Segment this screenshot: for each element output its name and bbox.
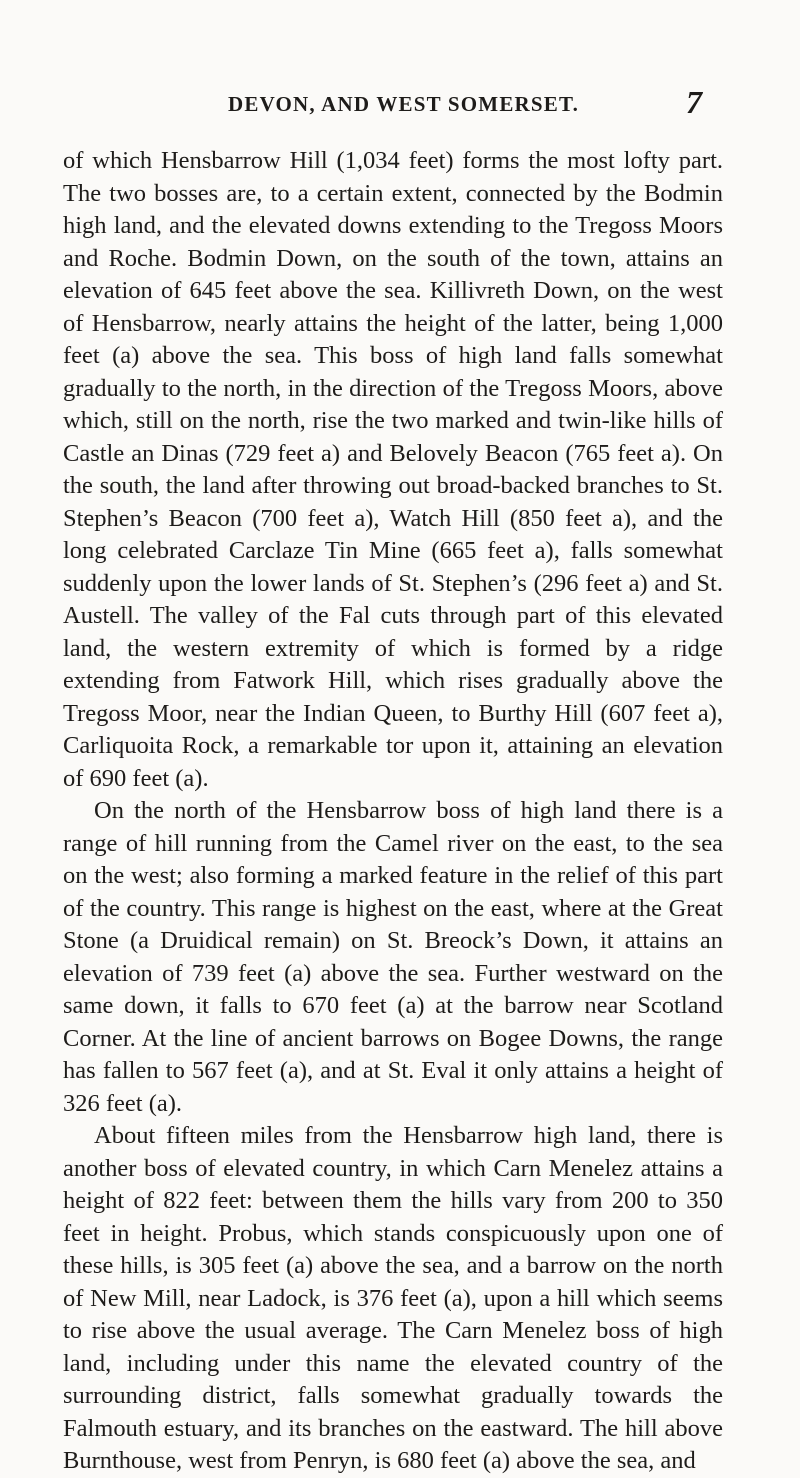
paragraph: On the north of the Hensbarrow boss of high land there is a range of hill running from the Camel river on the east, to the sea on the west; also forming a marked feature in the relief of this part of the country. This range is highest on the east, where at the Great Stone (a Druidical remain) on St. Breock’s Down, it attains an elevation of 739 feet (a) above the sea. Further westward on the same down, it falls to 670 feet (a) at the barrow near Scotland Corner. At the line of ancient barrows on Bogee Downs, the range has fallen to 567 feet (a), and at St. Eval it only attains a height of 326 feet (a).: [63, 797, 723, 1117]
page-header: [0, 84, 800, 128]
page-number: 7: [686, 84, 702, 120]
running-head: DEVON, AND WEST SOMERSET.: [228, 92, 580, 116]
body-text: [63, 145, 723, 1478]
paragraph: of which Hensbarrow Hill (1,034 feet) forms the most lofty part. The two bosses are, to a certain extent, connected by the Bodmin high land, and the elevated downs extending to the Tregoss Moors and Roche. Bodmin Down, on the south of the town, attains an elevation of 645 feet above the sea. Killivreth Down, on the west of Hensbarrow, nearly attains the height of the latter, being 1,000 feet (a) above the sea. This boss of high land falls somewhat gradually to the north, in the direction of the Tregoss Moors, above which, still on the north, rise the two marked and twin-like hills of Castle an Dinas (729 feet a) and Belovely Beacon (765 feet a). On the south, the land after throwing out broad-backed branches to St. Stephen’s Beacon (700 feet a), Watch Hill (850 feet a), and the long celebrated Carclaze Tin Mine (665 feet a), falls somewhat suddenly upon the lower lands of St. Stephen’s (296 feet a) and St. Austell. The valley of the Fal cuts through part of this elevated land, the western extremity of which is formed by a ridge extending from Fatwork Hill, which rises gradually above the Tregoss Moor, near the Indian Queen, to Burthy Hill (607 feet a), Carliquoita Rock, a remarkable tor upon it, attaining an elevation of 690 feet (a).: [63, 147, 723, 792]
paragraph: About fifteen miles from the Hensbarrow high land, there is another boss of elevated country, in which Carn Menelez attains a height of 822 feet: between them the hills vary from 200 to 350 feet in height. Probus, which stands conspicuously upon one of these hills, is 305 feet (a) above the sea, and a barrow on the north of New Mill, near Ladock, is 376 feet (a), upon a hill which seems to rise above the usual average. The Carn Menelez boss of high land, including under this name the elevated country of the surrounding district, falls somewhat gradually towards the Falmouth estuary, and its branches on the eastward. The hill above Burnthouse, west from Penryn, is 680 feet (a) above the sea, and: [63, 1122, 723, 1474]
